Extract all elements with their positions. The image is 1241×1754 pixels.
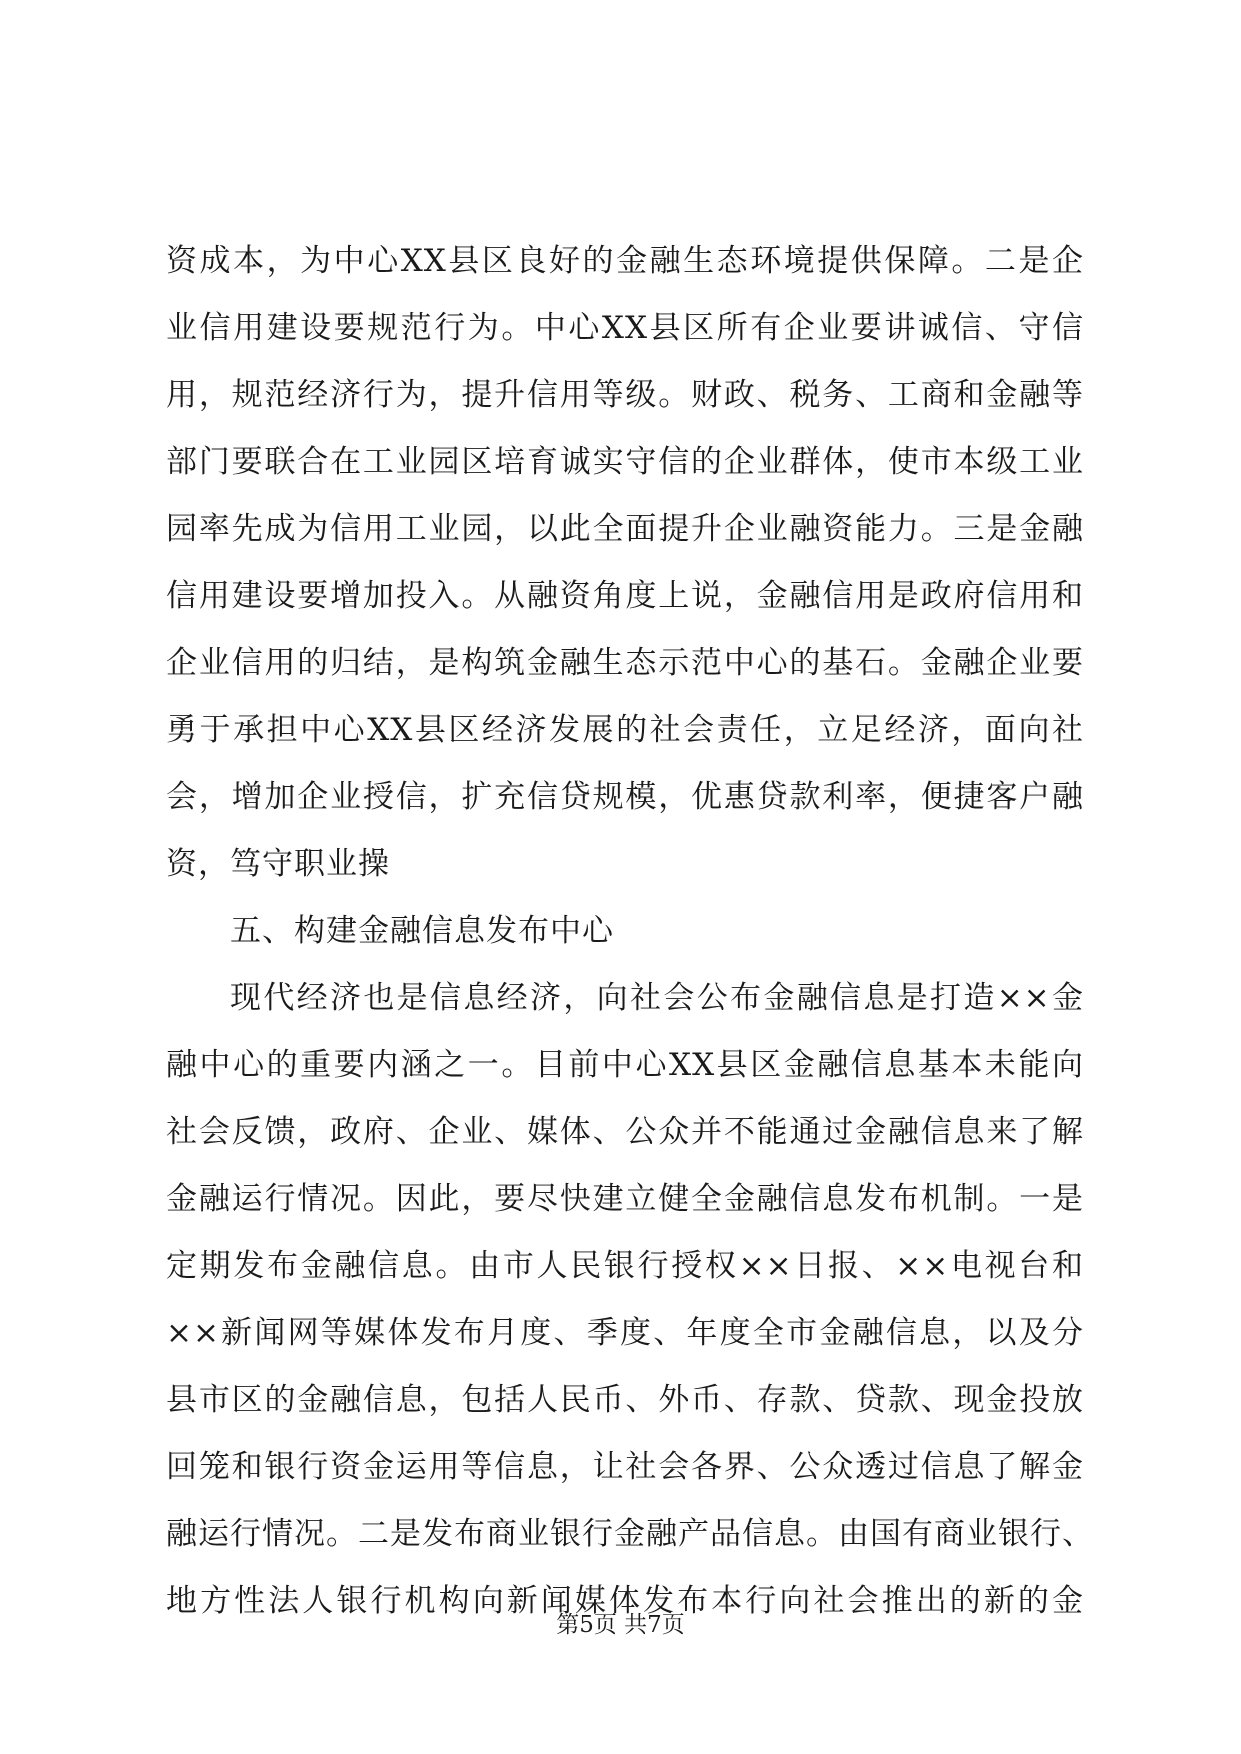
text-line: 社会反馈，政府、企业、媒体、公众并不能通过金融信息来了解 [166, 1114, 1084, 1150]
section-heading: 五、构建金融信息发布中心 [230, 913, 614, 949]
text-line: 融运行情况。二是发布商业银行金融产品信息。由国有商业银行、 [166, 1516, 1094, 1552]
text-line: 信用建设要增加投入。从融资角度上说，金融信用是政府信用和 [166, 578, 1084, 614]
text-line: 园率先成为信用工业园，以此全面提升企业融资能力。三是金融 [166, 511, 1084, 547]
text-line: 融中心的重要内涵之一。目前中心XX县区金融信息基本未能向 [166, 1047, 1084, 1083]
text-line: 现代经济也是信息经济，向社会公布金融信息是打造××金 [230, 980, 1084, 1016]
text-line: 地方性法人银行机构向新闻媒体发布本行向社会推出的新的金 [166, 1583, 1084, 1619]
text-line: 勇于承担中心XX县区经济发展的社会责任，立足经济，面向社 [166, 712, 1084, 748]
text-line: 业信用建设要规范行为。中心XX县区所有企业要讲诚信、守信 [166, 310, 1084, 346]
text-line: 金融运行情况。因此，要尽快建立健全金融信息发布机制。一是 [166, 1181, 1084, 1217]
text-line: 资，笃守职业操 [166, 846, 390, 882]
text-line: 回笼和银行资金运用等信息，让社会各界、公众透过信息了解金 [166, 1449, 1084, 1485]
text-line: 县市区的金融信息，包括人民币、外币、存款、贷款、现金投放 [166, 1382, 1084, 1418]
document-body [166, 228, 1094, 1635]
text-line: 用，规范经济行为，提升信用等级。财政、税务、工商和金融等 [166, 377, 1084, 413]
text-line: 资成本，为中心XX县区良好的金融生态环境提供保障。二是企 [166, 243, 1084, 279]
text-line: 会，增加企业授信，扩充信贷规模，优惠贷款利率，便捷客户融 [166, 779, 1084, 815]
page-number-footer: 第5页 共7页 [556, 1612, 685, 1638]
text-line: 企业信用的归结，是构筑金融生态示范中心的基石。金融企业要 [166, 645, 1084, 681]
text-line: 定期发布金融信息。由市人民银行授权××日报、××电视台和 [166, 1248, 1084, 1284]
text-line: 部门要联合在工业园区培育诚实守信的企业群体，使市本级工业 [166, 444, 1084, 480]
text-line: ××新闻网等媒体发布月度、季度、年度全市金融信息，以及分 [166, 1315, 1084, 1351]
